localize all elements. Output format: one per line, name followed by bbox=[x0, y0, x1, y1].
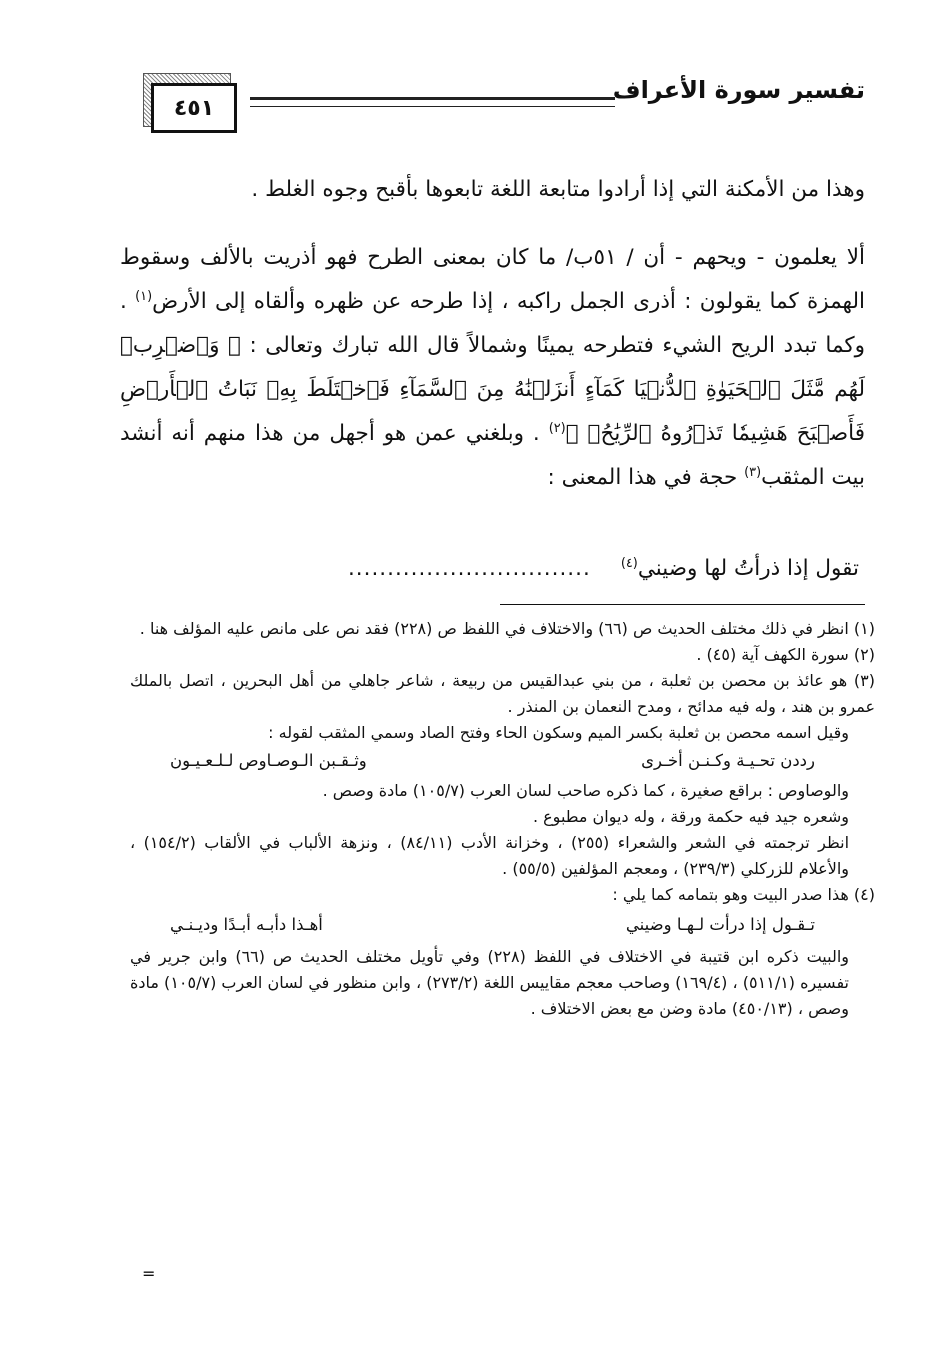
footnote-ref-3: (٣) bbox=[744, 464, 762, 480]
footnote-3-poem bbox=[130, 746, 875, 778]
continuation-mark: = bbox=[142, 1264, 156, 1283]
paragraph-2-part-c: . وبلغني عمن هو أجهل من هذا منهم أنه أنشد بيت المثقب bbox=[120, 421, 865, 490]
poem-right-hemistich: تـقـول إذا درأت لـهـا وضيني bbox=[625, 915, 815, 934]
footnote-3: (٣) هو عائذ بن محصن بن ثعلبة ، من بني عبدالقيس من ربيعة ، شاعر جاهلي من أهل البحرين ، اتصل بالملك عمرو بن هند ، وله فيه مدائح ، ومدح النعمان بن المنذر . bbox=[130, 671, 875, 716]
paragraph-2-part-d: حجة في هذا المعنى : bbox=[547, 465, 745, 490]
poem-left-hemistich: وثـقـبن الـوصـاوص لـلـعـيـون bbox=[170, 751, 367, 770]
running-title: تفسير سورة الأعراف bbox=[612, 76, 865, 104]
footnote-ref-2: (٢) bbox=[548, 420, 566, 436]
page-number-box bbox=[143, 73, 235, 131]
paragraph-2-part-a: ألا يعلمون - ويحهم - أن / ٥١ب/ ما كان بمعنى الطرح فهو أذريت بالألف وسقوط الهمزة كما يقولون : أذرى الجمل راكبه ، إذا طرحه عن ظهره وألقاه إلى الأرض bbox=[120, 245, 865, 314]
page-number: ٤٥١ bbox=[151, 83, 237, 133]
footnote-3-sources: انظر ترجمته في الشعر والشعراء (٢٥٥) ، وخزانة الأدب (٨٤/١١) ، ونزهة الألباب في الألقاب (١٥٤/٢) ، والأعلام للزركلي (٢٣٩/٣) ، ومعجم المؤلفين (٥٥/٥) . bbox=[130, 833, 850, 878]
paragraph-2 bbox=[120, 236, 865, 500]
footnotes bbox=[130, 616, 875, 1022]
footnote-1: (١) انظر في ذلك مختلف الحديث ص (٦٦) والاختلاف في اللفظ ص (٢٢٨) فقد نص على مانص عليه المؤلف هنا . bbox=[139, 619, 875, 638]
paragraph-2-part-b: . وكما تبدد الريح الشيء فتطرحه يمينًا وشمالاً قال الله تبارك وتعالى : ﴿ وَٱضۡرِبۡ لَهُم مَّثَلَ ٱلۡحَيَوٰةِ ٱلدُّنۡيَا كَمَآءٍ أَنزَلۡنَٰهُ مِنَ ٱلسَّمَآءِ فَٱخۡتَلَطَ بِهِۦ نَبَاتُ ٱلۡأَرۡضِ فَأَصۡبَحَ هَشِيمٗا تَذۡرُوهُ ٱلرِّيَٰحُۗ ﴾ bbox=[120, 289, 866, 446]
main-text bbox=[120, 168, 865, 500]
poem-right-hemistich: رددن تحـيـة وكـنـن أخـرى bbox=[641, 751, 815, 770]
footnote-separator bbox=[500, 604, 865, 605]
footnote-4-poem bbox=[130, 908, 875, 944]
footnote-3-poetry-note: وشعره جيد فيه حكمة ورقة ، وله ديوان مطبوع . bbox=[532, 807, 849, 826]
footnote-3-glossary: والوصاوص : براقع صغيرة ، كما ذكره صاحب لسان العرب (١٠٥/٧) مادة وصص . bbox=[322, 781, 849, 800]
paragraph-1: وهذا من الأمكنة التي إذا أرادوا متابعة اللغة تابعوها بأقبح وجوه الغلط . bbox=[251, 177, 865, 202]
verse-text bbox=[621, 556, 859, 581]
verse-line bbox=[130, 556, 859, 581]
footnote-ref-4: (٤) bbox=[620, 555, 638, 571]
footnote-4-sources: والبيت ذكره ابن قتيبة في الاختلاف في اللفظ (٢٢٨) وفي تأويل مختلف الحديث ص (٦٦) وابن جرير في تفسيره (٥١١/١) ، (١٦٩/٤) وصاحب معجم مقاييس اللغة (٢٧٣/٢) ، وابن منظور في لسان العرب (١٠٥/٧) مادة وصص ، (٤٥٠/١٣) مادة وضن مع بعض الاختلاف . bbox=[130, 947, 850, 1018]
footnote-2: (٢) سورة الكهف آية (٤٥) . bbox=[696, 645, 875, 664]
poem-left-hemistich: أهـذا دأبـه أبـدًا وديـنـي bbox=[170, 915, 323, 934]
verse-dots: ............................... bbox=[347, 556, 591, 581]
footnote-4: (٤) هذا صدر البيت وهو بتمامه كما يلي : bbox=[612, 885, 875, 904]
footnote-3-name-note: وقيل اسمه محصن بن ثعلبة بكسر الميم وسكون الحاء وفتح الصاد وسمي المثقب لقوله : bbox=[268, 723, 849, 742]
footnote-ref-1: (١) bbox=[135, 288, 153, 304]
header-rule bbox=[250, 97, 615, 107]
verse-hemistich: تقول إذا ذرأتُ لها وضيني bbox=[637, 556, 859, 581]
